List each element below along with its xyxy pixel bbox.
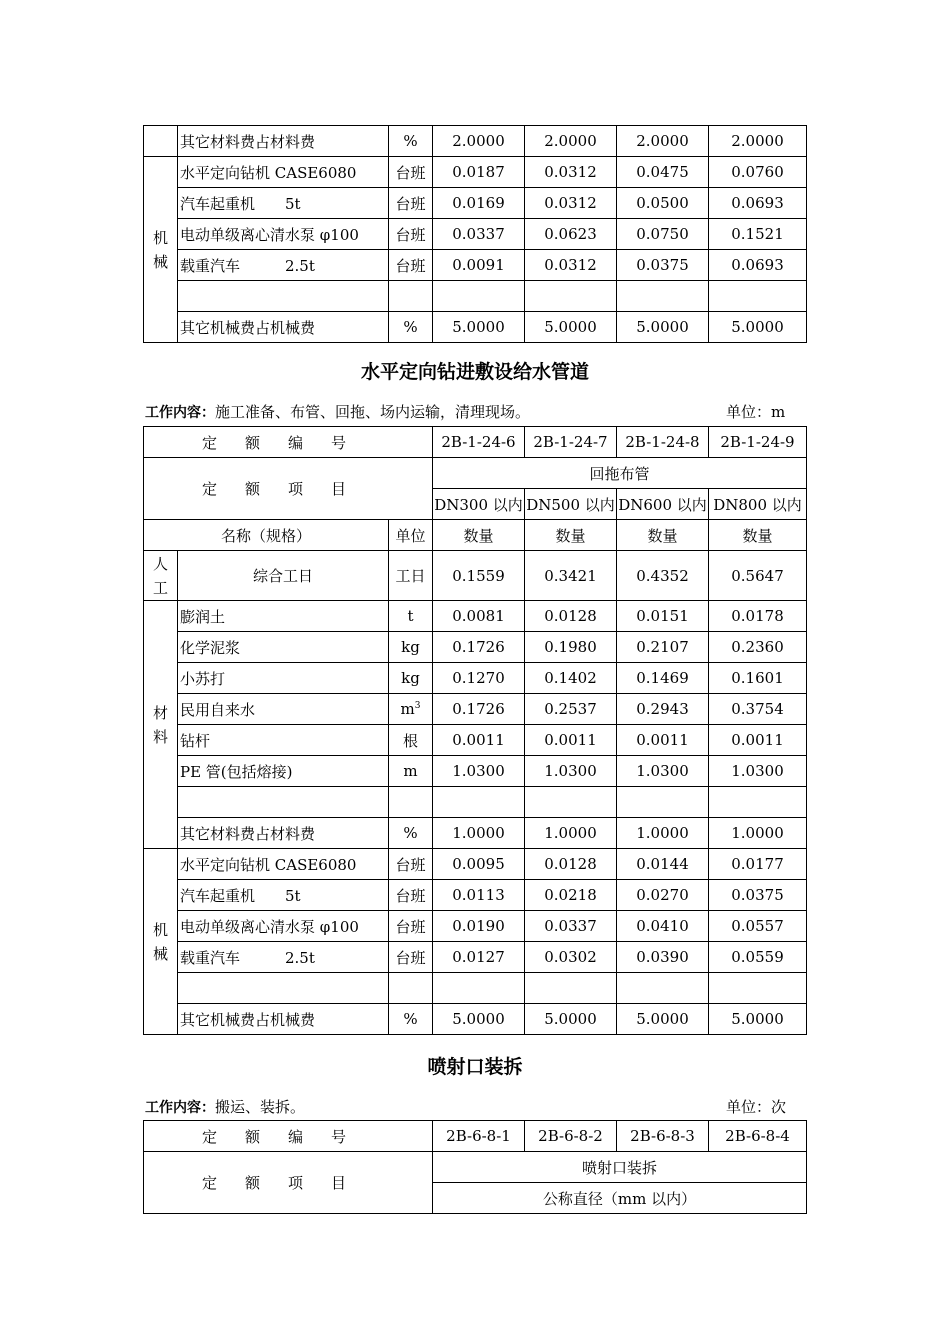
section-title: 喷射口装拆 — [427, 1056, 523, 1078]
qty-header: 数量 — [433, 520, 525, 551]
resource-unit: 台班 — [389, 880, 433, 911]
quantity-cell: 0.1726 — [433, 632, 525, 663]
quantity-cell: 0.3421 — [525, 551, 617, 601]
quantity-cell: 5.0000 — [617, 1004, 709, 1035]
code-cell: 2B-1-24-7 — [525, 427, 617, 458]
quantity-cell: 0.0011 — [617, 725, 709, 756]
quantity-cell: 0.1402 — [525, 663, 617, 694]
quantity-cell — [617, 973, 709, 1004]
quantity-cell: 0.0500 — [617, 188, 709, 219]
resource-name: 其它机械费占机械费 — [178, 312, 389, 343]
quantity-cell: 0.5647 — [709, 551, 807, 601]
quantity-cell: 2.0000 — [709, 126, 807, 157]
resource-unit — [389, 973, 433, 1004]
code-cell: 2B-1-24-8 — [617, 427, 709, 458]
item-label: 定额项目 — [144, 458, 433, 520]
machinery-row — [144, 973, 807, 1004]
quantity-cell: 2.0000 — [617, 126, 709, 157]
resource-name: 化学泥浆 — [178, 632, 389, 663]
resource-unit: kg — [389, 632, 433, 663]
material-row — [144, 818, 807, 849]
quantity-cell: 0.0011 — [525, 725, 617, 756]
name-header: 名称（规格） — [144, 520, 389, 551]
code-row — [144, 1121, 807, 1152]
resource-name: PE 管(包括熔接) — [178, 756, 389, 787]
quantity-cell: 0.3754 — [709, 694, 807, 725]
code-label: 定额编号 — [144, 427, 433, 458]
machinery-row — [144, 312, 807, 343]
quantity-cell: 0.2537 — [525, 694, 617, 725]
code-cell: 2B-1-24-9 — [709, 427, 807, 458]
qty-header: 数量 — [525, 520, 617, 551]
quantity-cell: 0.0190 — [433, 911, 525, 942]
unit-label: 单位：m — [726, 403, 786, 421]
resource-name: 民用自来水 — [178, 694, 389, 725]
quantity-cell: 0.0693 — [709, 250, 807, 281]
quantity-cell — [525, 787, 617, 818]
resource-name: 小苏打 — [178, 663, 389, 694]
material-row — [144, 663, 807, 694]
resource-unit: % — [389, 312, 433, 343]
quantity-cell — [617, 281, 709, 312]
size-cell: DN300 以内 — [433, 489, 525, 520]
resource-unit: 台班 — [389, 849, 433, 880]
size-cell: DN500 以内 — [525, 489, 617, 520]
quantity-cell — [433, 973, 525, 1004]
quantity-cell: 0.0337 — [525, 911, 617, 942]
resource-name: 钻杆 — [178, 725, 389, 756]
quantity-cell: 1.0000 — [433, 818, 525, 849]
material-row — [144, 601, 807, 632]
qty-header: 数量 — [617, 520, 709, 551]
work-content-text: 施工准备、布管、回拖、场内运输，清理现场。 — [215, 403, 531, 421]
diameter-label: 公称直径（mm 以内） — [433, 1183, 807, 1214]
item-row — [144, 458, 807, 489]
machinery-row — [144, 942, 807, 973]
category-cell — [144, 126, 178, 157]
code-cell: 2B-6-8-4 — [709, 1121, 807, 1152]
resource-name: 载重汽车 2.5t — [178, 250, 389, 281]
resource-unit: 台班 — [389, 942, 433, 973]
work-content — [145, 401, 530, 422]
quantity-cell: 0.0081 — [433, 601, 525, 632]
quota-table-drilling — [143, 426, 807, 1035]
machinery-row — [144, 219, 807, 250]
category-materials: 材 料 — [144, 601, 178, 849]
resource-name: 汽车起重机 5t — [178, 880, 389, 911]
quantity-cell: 0.0187 — [433, 157, 525, 188]
resource-unit: 台班 — [389, 911, 433, 942]
quantity-cell: 0.0750 — [617, 219, 709, 250]
quantity-cell: 0.0127 — [433, 942, 525, 973]
resource-unit: 根 — [389, 725, 433, 756]
resource-unit: $m^3$ — [389, 694, 433, 725]
quantity-cell: 2.0000 — [433, 126, 525, 157]
quantity-cell: 0.0312 — [525, 250, 617, 281]
quantity-cell: 0.1469 — [617, 663, 709, 694]
quantity-cell: 0.1270 — [433, 663, 525, 694]
machinery-row — [144, 911, 807, 942]
quantity-cell: 5.0000 — [433, 1004, 525, 1035]
machinery-row — [144, 880, 807, 911]
resource-unit: % — [389, 1004, 433, 1035]
quantity-cell: 0.0113 — [433, 880, 525, 911]
quantity-cell: 0.0312 — [525, 188, 617, 219]
code-label: 定额编号 — [144, 1121, 433, 1152]
code-cell: 2B-6-8-2 — [525, 1121, 617, 1152]
quantity-cell: 1.0300 — [709, 756, 807, 787]
machinery-row — [144, 188, 807, 219]
work-content — [145, 1096, 305, 1117]
code-cell: 2B-1-24-6 — [433, 427, 525, 458]
quantity-cell: 0.2107 — [617, 632, 709, 663]
resource-name — [178, 787, 389, 818]
quantity-cell: 1.0000 — [709, 818, 807, 849]
group-label: 回拖布管 — [433, 458, 807, 489]
quantity-cell: 1.0000 — [525, 818, 617, 849]
quantity-cell: 0.0623 — [525, 219, 617, 250]
quota-table-nozzle — [143, 1120, 807, 1214]
quantity-cell: 5.0000 — [525, 312, 617, 343]
quantity-cell: 0.0475 — [617, 157, 709, 188]
code-cell: 2B-6-8-1 — [433, 1121, 525, 1152]
quantity-cell: 0.2943 — [617, 694, 709, 725]
resource-unit — [389, 787, 433, 818]
material-row — [144, 632, 807, 663]
category-labor: 人 工 — [144, 551, 178, 601]
quantity-cell — [433, 787, 525, 818]
quantity-cell: 0.0302 — [525, 942, 617, 973]
work-content-text: 搬运、装拆。 — [215, 1098, 306, 1116]
resource-name: 其它机械费占机械费 — [178, 1004, 389, 1035]
item-label: 定额项目 — [144, 1152, 433, 1214]
quantity-cell: 0.0169 — [433, 188, 525, 219]
category-machinery: 机 械 — [144, 849, 178, 1035]
quantity-cell: 1.0000 — [617, 818, 709, 849]
quantity-cell: 0.0375 — [709, 880, 807, 911]
work-content-label: 工作内容： — [145, 405, 215, 421]
quantity-cell: 0.0011 — [709, 725, 807, 756]
quantity-cell: 1.0300 — [617, 756, 709, 787]
resource-name — [178, 281, 389, 312]
resource-name — [178, 973, 389, 1004]
quantity-cell: 0.1521 — [709, 219, 807, 250]
resource-unit: m — [389, 756, 433, 787]
unit-superscript: 3 — [414, 701, 421, 711]
resource-name: 综合工日 — [178, 551, 389, 601]
resource-name: 载重汽车 2.5t — [178, 942, 389, 973]
unit-label: 单位：次 — [726, 1098, 787, 1116]
quantity-cell: 2.0000 — [525, 126, 617, 157]
quantity-cell: 0.0559 — [709, 942, 807, 973]
quantity-cell: 0.0144 — [617, 849, 709, 880]
quantity-cell: 5.0000 — [709, 1004, 807, 1035]
header-row — [144, 520, 807, 551]
resource-unit: 台班 — [389, 188, 433, 219]
quantity-cell: 0.0011 — [433, 725, 525, 756]
material-row — [144, 787, 807, 818]
quantity-cell: 0.0312 — [525, 157, 617, 188]
quantity-cell: 0.0390 — [617, 942, 709, 973]
quantity-cell: 0.0151 — [617, 601, 709, 632]
resource-name: 其它材料费占材料费 — [178, 126, 389, 157]
section-title: 水平定向钻进敷设给水管道 — [360, 361, 589, 383]
quantity-cell — [709, 973, 807, 1004]
group-label: 喷射口装拆 — [433, 1152, 807, 1183]
resource-unit: 工日 — [389, 551, 433, 601]
quantity-cell: 0.1601 — [709, 663, 807, 694]
quantity-cell: 5.0000 — [617, 312, 709, 343]
quantity-cell: 0.0091 — [433, 250, 525, 281]
category-machinery: 机 械 — [144, 157, 178, 343]
resource-unit: 台班 — [389, 157, 433, 188]
quantity-cell: 0.0557 — [709, 911, 807, 942]
size-cell: DN800 以内 — [709, 489, 807, 520]
quantity-cell: 0.2360 — [709, 632, 807, 663]
machinery-row — [144, 1004, 807, 1035]
quantity-cell: 0.0128 — [525, 601, 617, 632]
quantity-cell: 0.0693 — [709, 188, 807, 219]
labor-row — [144, 551, 807, 601]
machinery-row — [144, 849, 807, 880]
quantity-cell: 0.0375 — [617, 250, 709, 281]
resource-name: 电动单级离心清水泵 φ100 — [178, 219, 389, 250]
quantity-cell: 0.0128 — [525, 849, 617, 880]
resource-unit: % — [389, 818, 433, 849]
quantity-cell — [433, 281, 525, 312]
quantity-cell — [709, 281, 807, 312]
quantity-cell: 0.1559 — [433, 551, 525, 601]
resource-unit — [389, 281, 433, 312]
resource-name: 膨润土 — [178, 601, 389, 632]
resource-name: 电动单级离心清水泵 φ100 — [178, 911, 389, 942]
resource-name: 汽车起重机 5t — [178, 188, 389, 219]
qty-header: 数量 — [709, 520, 807, 551]
resource-unit: 台班 — [389, 219, 433, 250]
material-row — [144, 694, 807, 725]
quantity-cell: 0.4352 — [617, 551, 709, 601]
resource-name: 水平定向钻机 CASE6080 — [178, 849, 389, 880]
quantity-cell: 0.1980 — [525, 632, 617, 663]
unit-header: 单位 — [389, 520, 433, 551]
resource-unit: 台班 — [389, 250, 433, 281]
machinery-row — [144, 157, 807, 188]
machinery-row — [144, 281, 807, 312]
quantity-cell: 0.0760 — [709, 157, 807, 188]
quantity-cell: 0.0095 — [433, 849, 525, 880]
quantity-cell — [525, 973, 617, 1004]
material-row — [144, 126, 807, 157]
quantity-cell: 5.0000 — [709, 312, 807, 343]
quantity-cell: 1.0300 — [433, 756, 525, 787]
code-cell: 2B-6-8-3 — [617, 1121, 709, 1152]
resource-unit: % — [389, 126, 433, 157]
code-row — [144, 427, 807, 458]
quantity-cell: 1.0300 — [525, 756, 617, 787]
material-row — [144, 756, 807, 787]
size-cell: DN600 以内 — [617, 489, 709, 520]
quantity-cell: 0.0410 — [617, 911, 709, 942]
machinery-row — [144, 250, 807, 281]
quantity-cell: 5.0000 — [433, 312, 525, 343]
quantity-cell: 0.0177 — [709, 849, 807, 880]
quantity-cell: 0.0218 — [525, 880, 617, 911]
quantity-cell: 0.0178 — [709, 601, 807, 632]
quantity-cell: 0.1726 — [433, 694, 525, 725]
work-content-label: 工作内容： — [145, 1100, 215, 1116]
resource-unit: t — [389, 601, 433, 632]
resource-name: 水平定向钻机 CASE6080 — [178, 157, 389, 188]
quantity-cell — [709, 787, 807, 818]
resource-unit: kg — [389, 663, 433, 694]
resource-name: 其它材料费占材料费 — [178, 818, 389, 849]
quota-table-continued — [143, 125, 807, 343]
item-row — [144, 1152, 807, 1183]
quantity-cell — [525, 281, 617, 312]
material-row — [144, 725, 807, 756]
quantity-cell: 5.0000 — [525, 1004, 617, 1035]
quantity-cell — [617, 787, 709, 818]
quantity-cell: 0.0337 — [433, 219, 525, 250]
quantity-cell: 0.0270 — [617, 880, 709, 911]
